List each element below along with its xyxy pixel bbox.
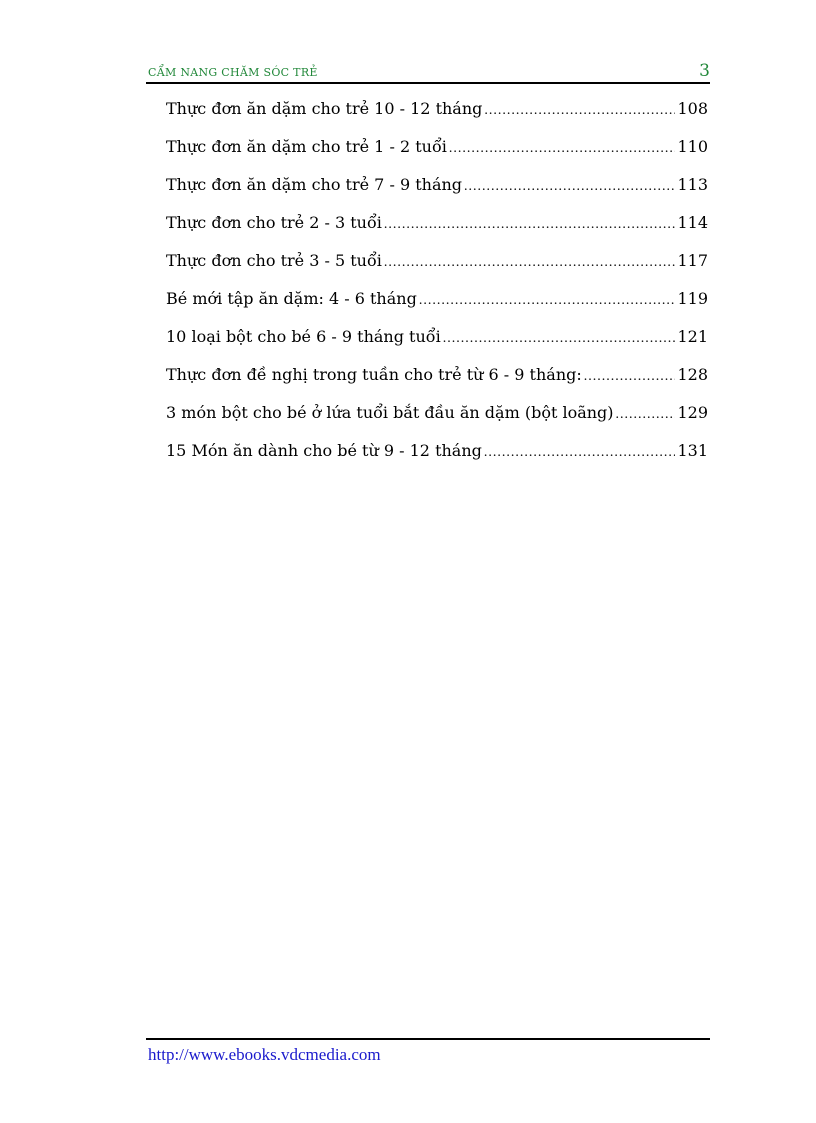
toc-entry[interactable] bbox=[166, 400, 708, 438]
toc-entry-title: Thực đơn ăn dặm cho trẻ 10 - 12 tháng bbox=[166, 99, 483, 118]
toc-entry-title: Thực đơn ăn dặm cho trẻ 7 - 9 tháng bbox=[166, 175, 463, 194]
toc-dot-leader bbox=[443, 326, 676, 352]
toc-dot-leader bbox=[484, 98, 675, 124]
toc-entry-title: 15 Món ăn dành cho bé từ 9 - 12 tháng bbox=[166, 441, 482, 460]
footer-url-link[interactable]: http://www.ebooks.vdcmedia.com bbox=[148, 1045, 381, 1064]
toc-dot-leader bbox=[484, 440, 676, 466]
running-title: CẨM NANG CHĂM SÓC TRẺ bbox=[148, 66, 318, 79]
toc-entry-page: 113 bbox=[677, 175, 708, 194]
toc-entry[interactable] bbox=[166, 134, 708, 172]
toc-dot-leader bbox=[384, 212, 676, 238]
toc-entry[interactable] bbox=[166, 362, 708, 400]
toc-entry-title: 3 món bột cho bé ở lứa tuổi bắt đầu ăn dặm (bột loãng) bbox=[166, 403, 614, 422]
toc-entry-title: Thực đơn ăn dặm cho trẻ 1 - 2 tuổi bbox=[166, 137, 447, 156]
page-footer bbox=[146, 1038, 710, 1064]
toc-dot-leader bbox=[419, 288, 676, 314]
toc-entry-title: Thực đơn cho trẻ 2 - 3 tuổi bbox=[166, 213, 382, 232]
toc-entry-title: Thực đơn cho trẻ 3 - 5 tuổi bbox=[166, 251, 382, 270]
toc-dot-leader bbox=[584, 364, 676, 390]
toc-entry-title: Thực đơn đề nghị trong tuần cho trẻ từ 6 - 9 tháng: bbox=[166, 365, 582, 384]
toc-dot-leader bbox=[616, 402, 676, 428]
toc-entry-page: 108 bbox=[677, 99, 708, 118]
toc-entry-page: 128 bbox=[677, 365, 708, 384]
toc-entry-page: 110 bbox=[677, 137, 708, 156]
toc-entry[interactable] bbox=[166, 96, 708, 134]
toc-entry[interactable] bbox=[166, 210, 708, 248]
toc-entry-page: 117 bbox=[677, 251, 708, 270]
table-of-contents bbox=[166, 96, 708, 476]
toc-entry[interactable] bbox=[166, 324, 708, 362]
toc-entry-title: 10 loại bột cho bé 6 - 9 tháng tuổi bbox=[166, 327, 441, 346]
toc-dot-leader bbox=[449, 136, 676, 162]
toc-entry-page: 131 bbox=[677, 441, 708, 460]
toc-entry[interactable] bbox=[166, 172, 708, 210]
toc-entry-title: Bé mới tập ăn dặm: 4 - 6 tháng bbox=[166, 289, 417, 308]
page-header bbox=[146, 58, 710, 84]
toc-entry[interactable] bbox=[166, 286, 708, 324]
toc-entry-page: 119 bbox=[677, 289, 708, 308]
toc-entry[interactable] bbox=[166, 438, 708, 476]
toc-dot-leader bbox=[464, 174, 675, 200]
toc-entry-page: 114 bbox=[677, 213, 708, 232]
page-number: 3 bbox=[699, 61, 710, 81]
toc-entry[interactable] bbox=[166, 248, 708, 286]
toc-entry-page: 121 bbox=[677, 327, 708, 346]
toc-dot-leader bbox=[384, 250, 676, 276]
toc-entry-page: 129 bbox=[677, 403, 708, 422]
